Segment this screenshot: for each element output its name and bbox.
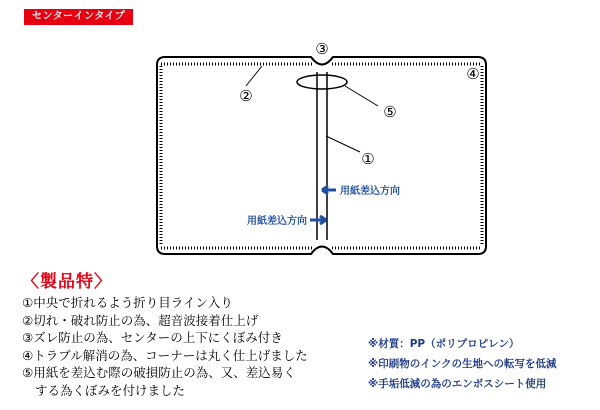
features-list <box>22 294 308 399</box>
callout-2: ② <box>239 87 253 105</box>
type-badge: センターインタイプ <box>24 9 133 25</box>
notes-list <box>368 334 557 394</box>
callout-1: ① <box>361 150 375 168</box>
callout-3: ③ <box>315 40 329 58</box>
arrow-label-right: 用紙差込方向 <box>340 186 400 197</box>
feature-item-continuation: する為くぼみを付けました <box>35 382 186 398</box>
feature-item: ⑤用紙を差込む際の破損防止の為、又、差込易く <box>22 365 296 380</box>
feature-item: ②切れ・破れ防止の為、超音波接着仕上げ <box>22 312 259 328</box>
arrow-label-left: 用紙差込方向 <box>247 216 307 227</box>
feature-item: ④トラブル解消の為、コーナーは丸く仕上げました <box>22 347 308 363</box>
note-item: ※印刷物のインクの生地への転写を低減 <box>368 358 557 370</box>
feature-item: ①中央で折れるよう折り目ライン入り <box>22 295 233 310</box>
callout-5: ⑤ <box>383 103 397 121</box>
note-item: ※材質：PP（ポリプロピレン） <box>368 338 520 350</box>
note-item: ※手垢低減の為のエンボスシート使用 <box>368 378 547 390</box>
callout-4: ④ <box>466 65 480 83</box>
features-title: 〈製品特〉 <box>22 272 112 292</box>
feature-item: ③ズレ防止の為、センターの上下にくぼみ付き <box>22 330 283 345</box>
